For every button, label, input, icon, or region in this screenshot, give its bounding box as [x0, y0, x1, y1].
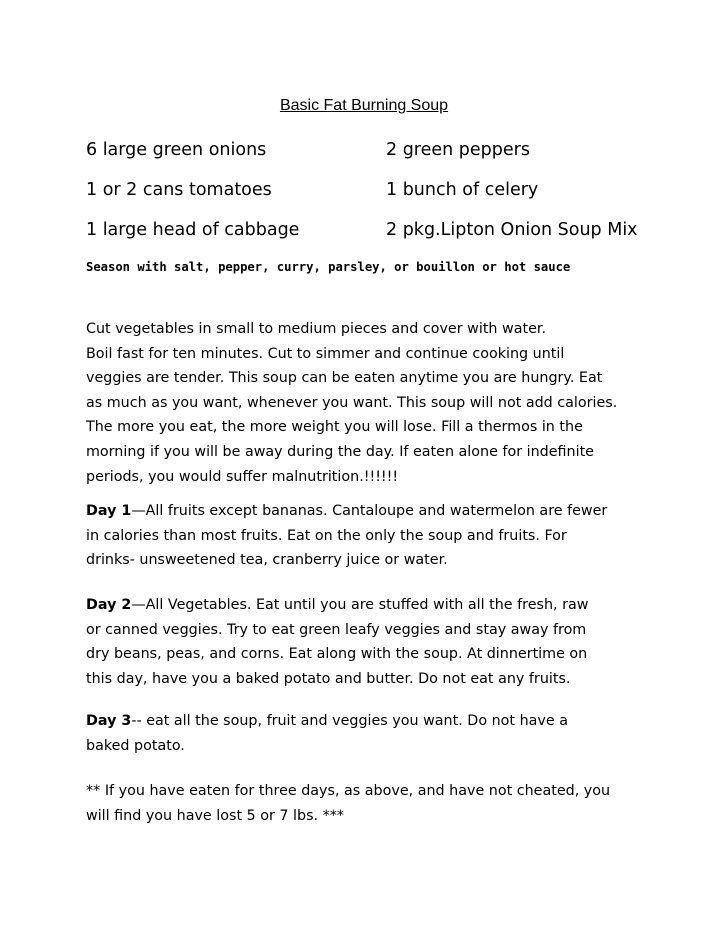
- paragraph-line: periods, you would suffer malnutrition.!!!!!!: [86, 468, 399, 485]
- page-title: Basic Fat Burning Soup: [279, 97, 449, 114]
- ingredient-list: [86, 140, 656, 260]
- instructions-paragraph: [86, 317, 656, 489]
- day-3-label: Day 3: [86, 713, 132, 729]
- ingredient-row: [86, 180, 656, 220]
- ingredient-row: [86, 220, 656, 260]
- paragraph-line: [86, 593, 656, 618]
- paragraph-line: as much as you want, whenever you want. This soup will not add calories.: [86, 394, 618, 411]
- day-3-text: -- eat all the soup, fruit and veggies you want. Do not have a: [131, 713, 568, 729]
- ingredient-item: 6 large green onions: [86, 140, 267, 160]
- ingredient-item: 1 large head of cabbage: [86, 220, 300, 240]
- ingredient-item: 2 green peppers: [386, 140, 530, 160]
- paragraph-line: will find you have lost 5 or 7 lbs. ***: [86, 807, 345, 824]
- day-3-paragraph: [86, 709, 656, 758]
- paragraph-line: veggies are tender. This soup can be eaten anytime you are hungry. Eat: [86, 370, 603, 387]
- paragraph-line: drinks- unsweetened tea, cranberry juice or water.: [86, 552, 448, 569]
- ingredient-item: 1 or 2 cans tomatoes: [86, 180, 272, 200]
- day-1-paragraph: [86, 499, 656, 573]
- paragraph-line: [86, 709, 656, 734]
- day-2-text: —All Vegetables. Eat until you are stuffed with all the fresh, raw: [131, 597, 589, 613]
- ingredient-item: 1 bunch of celery: [386, 180, 539, 200]
- paragraph-line: this day, have you a baked potato and butter. Do not eat any fruits.: [86, 670, 571, 687]
- paragraph-line: The more you eat, the more weight you will lose. Fill a thermos in the: [86, 419, 583, 436]
- paragraph-line: [86, 499, 656, 524]
- day-2-label: Day 2: [86, 597, 132, 613]
- paragraph-line: Boil fast for ten minutes. Cut to simmer and continue cooking until: [86, 345, 565, 362]
- seasoning-note: Season with salt, pepper, curry, parsley, or bouillon or hot sauce: [86, 260, 571, 274]
- paragraph-line: baked potato.: [86, 737, 185, 754]
- paragraph-line: in calories than most fruits. Eat on the only the soup and fruits. For: [86, 527, 567, 544]
- paragraph-line: or canned veggies. Try to eat green leafy veggies and stay away from: [86, 621, 587, 638]
- day-2-paragraph: [86, 593, 656, 691]
- ingredient-item: 2 pkg.Lipton Onion Soup Mix: [386, 220, 638, 240]
- closing-note: [86, 779, 656, 828]
- paragraph-line: dry beans, peas, and corns. Eat along with the soup. At dinnertime on: [86, 646, 588, 663]
- paragraph-line: Cut vegetables in small to medium pieces and cover with water.: [86, 321, 546, 337]
- day-1-label: Day 1: [86, 503, 132, 519]
- paragraph-line: ** If you have eaten for three days, as above, and have not cheated, you: [86, 783, 611, 799]
- day-1-text: —All fruits except bananas. Cantaloupe and watermelon are fewer: [131, 503, 608, 519]
- ingredient-row: [86, 140, 656, 180]
- paragraph-line: morning if you will be away during the day. If eaten alone for indefinite: [86, 443, 594, 460]
